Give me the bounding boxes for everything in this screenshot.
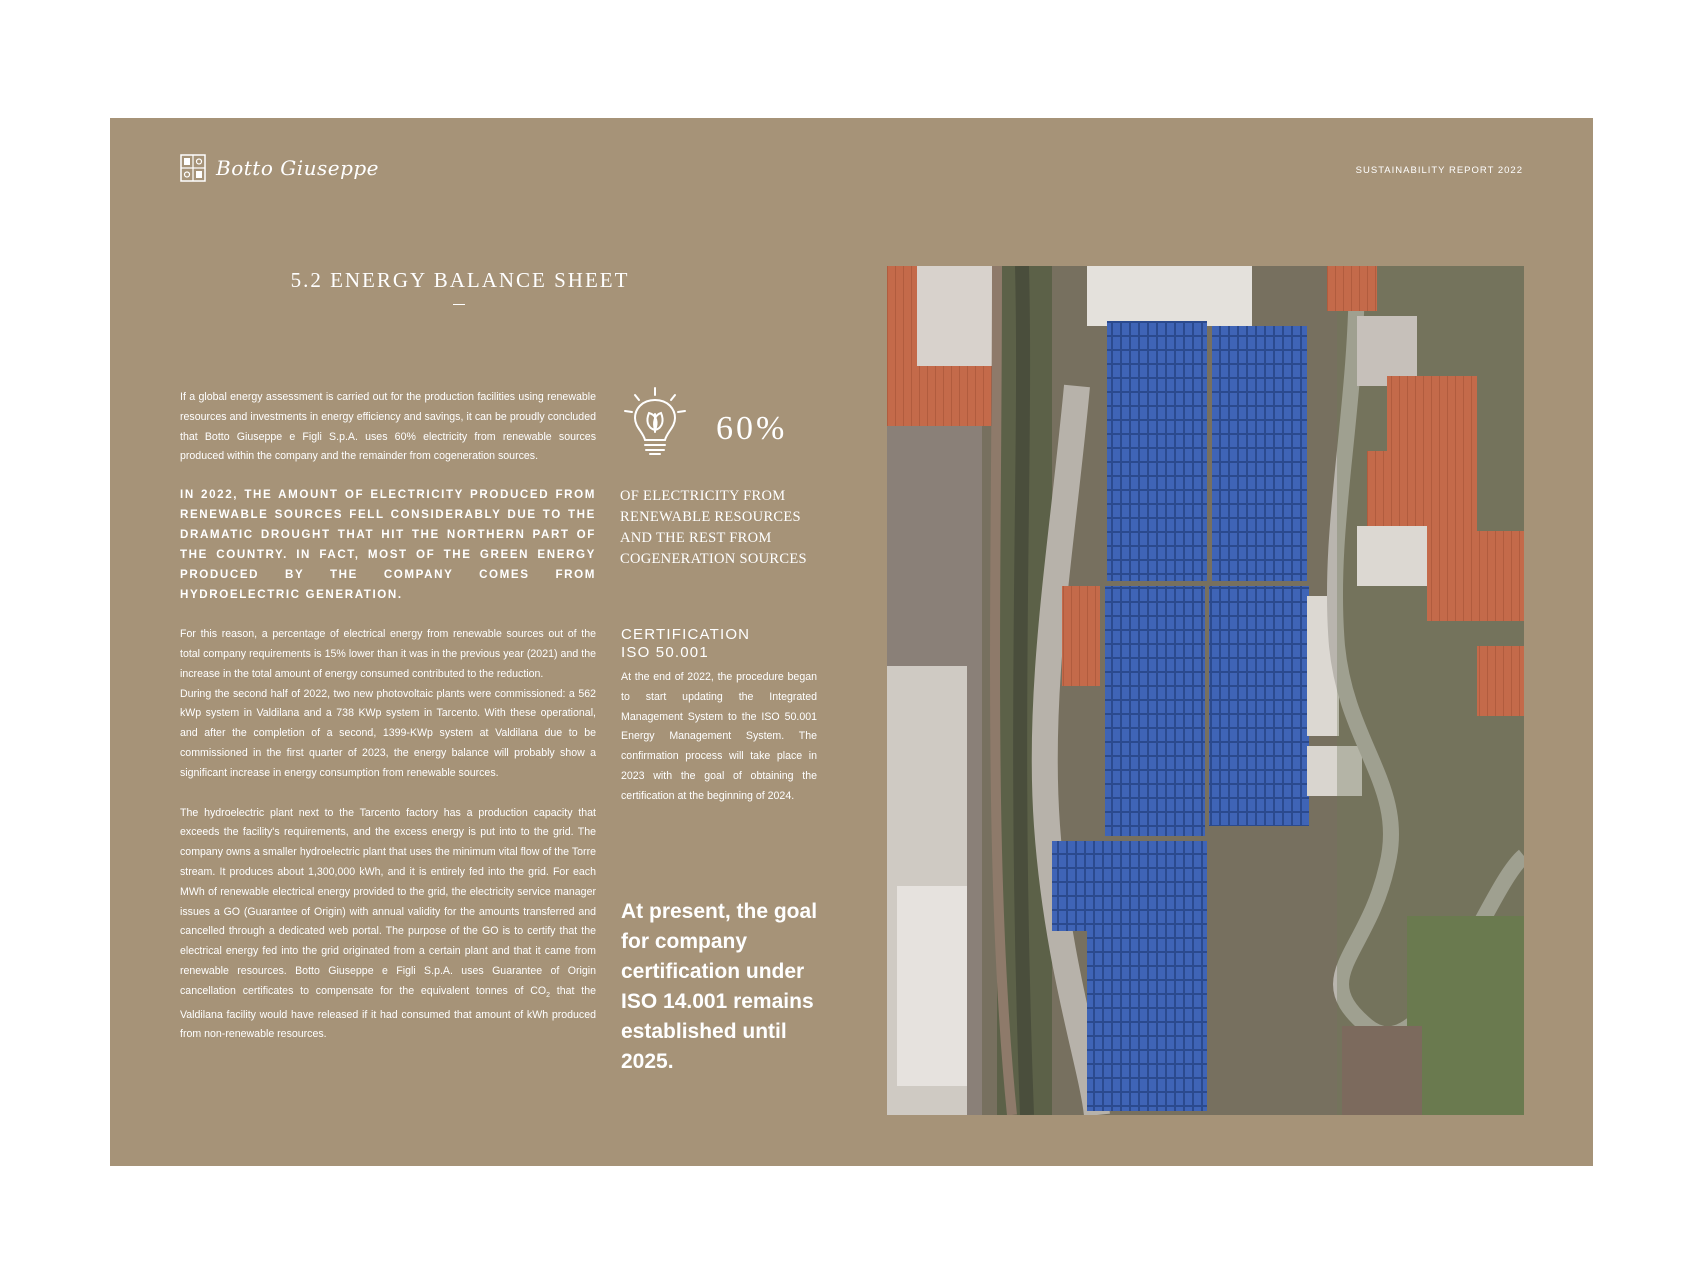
certification-heading	[621, 626, 831, 662]
report-title: SUSTAINABILITY REPORT 2022	[1355, 165, 1523, 176]
co2-subscript: 2	[546, 991, 551, 999]
crest-icon	[180, 154, 206, 182]
paragraph-hydroelectric	[180, 804, 596, 1046]
report-page	[110, 118, 1593, 1166]
aerial-photo-illustration	[887, 266, 1524, 1115]
certification-body: At the end of 2022, the procedure began to start updating the Integrated Management System to the ISO 50.001 Energy Management System. The confirmation process will take place in 2023 with the goal of obtaining the certification at the beginning of 2024.	[621, 671, 817, 802]
aerial-factory-photo	[887, 266, 1524, 1115]
paragraph-highlight: IN 2022, THE AMOUNT OF ELECTRICITY PRODUCED FROM RENEWABLE SOURCES FELL CONSIDERABLY DUE TO THE DRAMATIC DROUGHT THAT HIT THE NORTHERN PART OF THE COUNTRY. IN FACT, MOST OF THE GREEN ENERGY PRODUCED BY THE COMPANY COMES FROM HYDROELECTRIC GENERATION.	[180, 488, 596, 602]
certification-heading-line2: ISO 50.001	[621, 644, 709, 661]
pull-quote: At present, the goal for company certification under ISO 14.001 remains established until 2025.	[621, 900, 818, 1073]
title-divider	[453, 304, 465, 305]
paragraph-hydroelectric-end: that the Valdilana facility would have released if it had consumed that amount of kWh produced from non-renewable resources.	[180, 984, 596, 1041]
paragraph-intro: If a global energy assessment is carried out for the production facilities using renewable resources and investments in energy efficiency and savings, it can be proudly concluded that Botto Giuseppe e Figli S.p.A. uses 60% electricity from renewable sources produced within the company and the remainder from cogeneration sources.	[180, 391, 596, 463]
section-title: 5.2 ENERGY BALANCE SHEET	[290, 268, 630, 292]
paragraph-reduction: For this reason, a percentage of electrical energy from renewable sources out of the total company requirements is 15% lower than it was in the previous year (2021) and the increase in the total amount of energy consumed contributed to the reduction.	[180, 628, 596, 680]
main-text-column	[180, 388, 596, 1045]
company-logo	[180, 154, 379, 182]
paragraph-hydroelectric-main: The hydroelectric plant next to the Tarcento factory has a production capacity that exceeds the facility's requirements, and the excess energy is put into to the grid. The company owns a smaller hydroelectric plant that uses the minimum vital flow of the Torre stream. It produces about 1,300,000 kWh, and it is entirely fed into the grid. For each MWh of renewable electrical energy provided to the grid, the electricity service manager issues a GO (Guarantee of Origin) with annual validity for the amounts transferred and cancelled through a dedicated web portal. The purpose of the GO is to certify that the electrical energy fed into the grid originated from a certain plant and that it came from renewable resources. Botto Giuseppe e Figli S.p.A. uses Guarantee of Origin cancellation certificates to compensate for the equivalent tonnes of CO	[180, 806, 596, 997]
logo-text: Botto Giuseppe	[216, 156, 380, 180]
lightbulb-leaf-icon	[620, 386, 690, 462]
stat-caption: OF ELECTRICITY FROM RENEWABLE RESOURCES AND THE REST FROM COGENERATION SOURCES	[620, 488, 807, 567]
stat-value: 60%	[716, 410, 788, 447]
certification-heading-line1: CERTIFICATION	[621, 626, 751, 643]
paragraph-photovoltaic: During the second half of 2022, two new photovoltaic plants were commissioned: a 562 kWp system in Valdilana and a 738 KWp system in Tarcento. With these operational, and after the completion of a second, 1399-KWp system at Valdilana due to be commissioned in the first quarter of 2023, the energy balance will probably show a significant increase in energy consumption from renewable sources.	[180, 687, 596, 779]
